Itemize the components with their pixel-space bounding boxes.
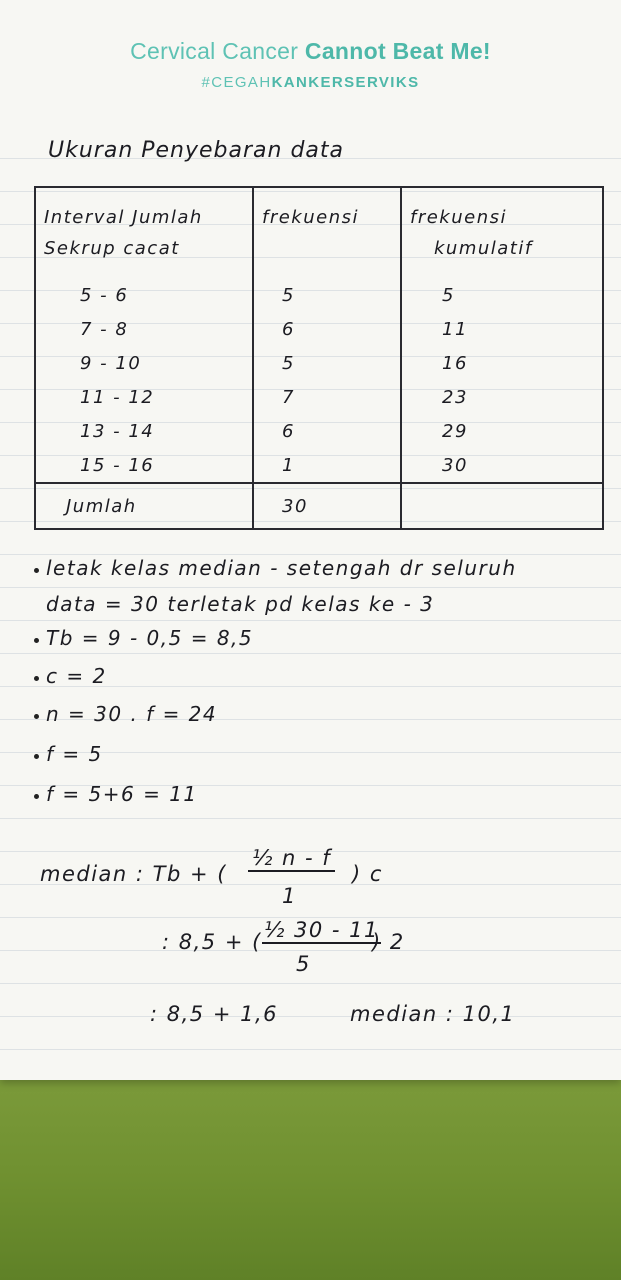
slogan-bold: Cannot Beat Me!: [304, 38, 491, 64]
header-cumulative: [401, 187, 603, 278]
median-formula-left: median : Tb + (: [40, 862, 227, 886]
interval-cell: 9 - 10: [35, 346, 253, 380]
median-formula-denominator: 1: [282, 884, 297, 908]
median-simplified: : 8,5 + 1,6: [150, 1002, 278, 1026]
table-row: [35, 414, 603, 448]
header-interval-line2: Sekrup cacat: [44, 238, 180, 259]
frequency-cell: 6: [253, 414, 401, 448]
total-value: 30: [253, 483, 401, 529]
median-substitution-denominator: 5: [296, 952, 311, 976]
frequency-cell: 5: [253, 278, 401, 312]
note-fk: f = 5+6 = 11: [46, 782, 198, 806]
frequency-cell: 1: [253, 448, 401, 483]
cumulative-cell: 16: [401, 346, 603, 380]
median-result: median : 10,1: [350, 1002, 516, 1026]
cumulative-cell: 5: [401, 278, 603, 312]
bullet-dot: [34, 568, 39, 573]
hashtag-bold: KANKERSERVIKS: [271, 74, 420, 91]
note-c: c = 2: [46, 664, 107, 688]
interval-cell: 13 - 14: [35, 414, 253, 448]
cumulative-cell: 30: [401, 448, 603, 483]
note-median-class-line1: letak kelas median - setengah dr seluruh: [46, 556, 517, 580]
green-background: [0, 1080, 621, 1280]
median-substitution-numerator: ½ 30 - 11: [264, 918, 379, 942]
median-formula-numerator: ½ n - f: [248, 846, 335, 872]
table-row: [35, 380, 603, 414]
table-row: [35, 278, 603, 312]
header-frequency: [253, 187, 401, 278]
hashtag-light: #CEGAH: [201, 74, 272, 91]
median-formula-right: ) c: [352, 862, 383, 886]
frequency-cell: 7: [253, 380, 401, 414]
table-header-row: [35, 187, 603, 278]
frequency-table: [34, 186, 604, 530]
note-title: Ukuran Penyebaran data: [48, 138, 345, 163]
header-interval-line1: Interval Jumlah: [44, 207, 203, 228]
header-interval: [35, 187, 253, 278]
median-substitution-right: ) 2: [372, 930, 405, 954]
bullet-dot: [34, 714, 39, 719]
note-median-class-line2: data = 30 terletak pd kelas ke - 3: [46, 592, 435, 616]
note-n: n = 30 . f = 24: [46, 702, 218, 726]
frequency-cell: 5: [253, 346, 401, 380]
frequency-cell: 6: [253, 312, 401, 346]
table-row: [35, 312, 603, 346]
bullet-dot: [34, 676, 39, 681]
table-row: [35, 346, 603, 380]
slogan-light: Cervical Cancer: [130, 38, 305, 64]
header-cumulative-line2: kumulatif: [434, 238, 533, 259]
interval-cell: 5 - 6: [35, 278, 253, 312]
cumulative-cell: 11: [401, 312, 603, 346]
bullet-dot: [34, 754, 39, 759]
printed-header-slogan: [0, 38, 621, 65]
total-label: Jumlah: [35, 483, 253, 529]
median-substitution-left: : 8,5 + (: [162, 930, 262, 954]
note-tb: Tb = 9 - 0,5 = 8,5: [46, 626, 254, 650]
bullet-dot: [34, 638, 39, 643]
total-empty-cell: [401, 483, 603, 529]
interval-cell: 7 - 8: [35, 312, 253, 346]
cumulative-cell: 23: [401, 380, 603, 414]
interval-cell: 15 - 16: [35, 448, 253, 483]
header-frequency-line1: frekuensi: [262, 207, 360, 228]
header-cumulative-line1: frekuensi: [410, 207, 508, 228]
table-total-row: [35, 483, 603, 529]
note-f: f = 5: [46, 742, 103, 766]
table-row: [35, 448, 603, 483]
printed-header-hashtag: [0, 74, 621, 91]
interval-cell: 11 - 12: [35, 380, 253, 414]
cumulative-cell: 29: [401, 414, 603, 448]
bullet-dot: [34, 794, 39, 799]
